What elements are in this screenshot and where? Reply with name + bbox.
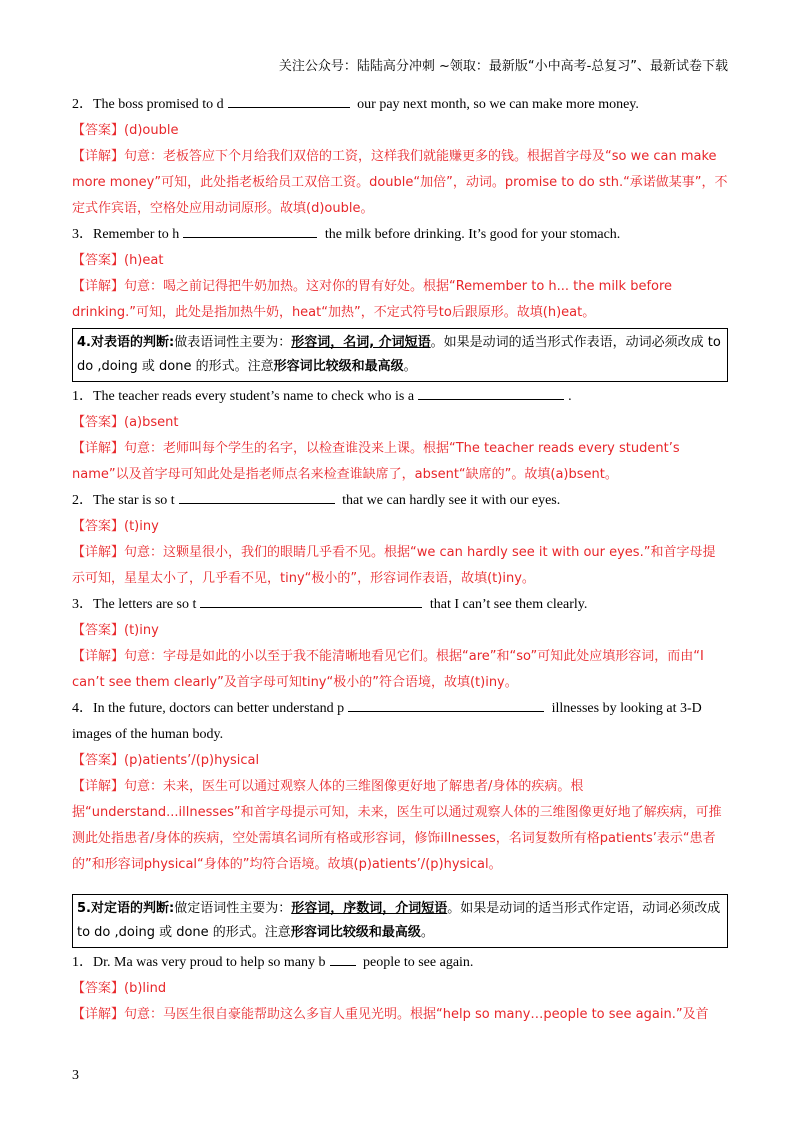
- section-title: 4.对表语的判断:: [77, 335, 175, 350]
- explanation: 【详解】句意：未来，医生可以通过观察人体的三维图像更好地了解患者/身体的疾病。根据“understand...illnesses”和首字母提示可知，未来，医生可以通过观察人体的三维图像更好地了解疾病，可推测此处指患者/身体的疾病，空处需填名词所有格或形容词，修饰illnesses，名词复数所有格patients’表示“患者的”和形容词physical“身体的”均符合语境。故填(p)atients’/(p)hysical。: [72, 779, 722, 872]
- answer: 【答案】(b)lind: [72, 981, 167, 996]
- question-text: 4．In the future, doctors can better understand p: [72, 701, 345, 716]
- question-4-2: [72, 488, 728, 514]
- explanation: 【详解】句意：字母是如此的小以至于我不能清晰地看见它们。根据“are”和“so”可知此处应填形容词，而由“I can’t see them clearly”及首字母可知tiny“极小的”符合语境，故填(t)iny。: [72, 649, 704, 690]
- explanation: 【详解】句意：老师叫每个学生的名字，以检查谁没来上课。根据“The teacher reads every student’s name”以及首字母可知此处是指老师点名来检查谁缺席了，absent“缺席的”。故填(a)bsent。: [72, 441, 680, 482]
- answer: 【答案】(d)ouble: [72, 123, 179, 138]
- document-body: [72, 92, 728, 1028]
- answer-blank: [330, 951, 356, 966]
- question-text: 3．Remember to h: [72, 227, 180, 242]
- question-text: 3．The letters are so t: [72, 597, 197, 612]
- answer: 【答案】(a)bsent: [72, 415, 179, 430]
- answer: 【答案】(h)eat: [72, 253, 164, 268]
- question-text: 2．The star is so t: [72, 493, 175, 508]
- answer-blank: [418, 385, 564, 400]
- section-4-box: [72, 328, 728, 382]
- question-text: that we can hardly see it with our eyes.: [338, 493, 561, 508]
- answer-blank: [228, 93, 350, 108]
- explanation: 【详解】句意：这颗星很小，我们的眼睛几乎看不见。根据“we can hardly see it with our eyes.”和首字母提示可知，星星太小了，几乎看不见，tiny“极小的”，形容词作表语，故填(t)iny。: [72, 545, 716, 586]
- page-number: 3: [72, 1068, 79, 1083]
- section-text: 做定语词性主要为：: [174, 901, 292, 916]
- explanation: 【详解】句意：马医生很自豪能帮助这么多盲人重见光明。根据“help so many…people to see again.”及首: [72, 1007, 709, 1022]
- question-text: 2．The boss promised to d: [72, 97, 224, 112]
- answer: 【答案】(t)iny: [72, 519, 159, 534]
- question-4-3: [72, 592, 728, 618]
- question-text: people to see again.: [359, 955, 474, 970]
- question-text: .: [568, 389, 572, 404]
- answer: 【答案】(p)atients’/(p)hysical: [72, 753, 260, 768]
- answer-blank: [183, 223, 317, 238]
- question-text: the milk before drinking. It’s good for your stomach.: [321, 227, 621, 242]
- question-text: 1．The teacher reads every student’s name to check who is a: [72, 389, 415, 404]
- section-5-box: [72, 894, 728, 948]
- section-text: 。如果是动词的适当形式作定语，动词必须改成 to do ,doing 或 done 的形式。注意: [77, 901, 721, 940]
- explanation: 【详解】句意：老板答应下个月给我们双倍的工资，这样我们就能赚更多的钱。根据首字母及“so we can make more money”可知，此处指老板给员工双倍工资。double“加倍”，动词。promise to do sth.“承诺做某事”，不定式作宾语，空格处应用动词原形。故填(d)ouble。: [72, 149, 728, 216]
- explanation: 【详解】句意：喝之前记得把牛奶加热。这对你的胃有好处。根据“Remember to h... the milk before drinking.”可知，此处是指加热牛奶，heat“加热”，不定式符号to后跟原形。故填(h)eat。: [72, 279, 673, 320]
- page-header: 关注公众号：陆陆高分冲刺 ~领取：最新版“小中高考-总复习”、最新试卷下载: [278, 59, 728, 74]
- question-2: [72, 92, 728, 118]
- answer-blank: [348, 697, 544, 712]
- question-4-1: [72, 384, 728, 410]
- section-title: 5.对定语的判断:: [77, 901, 175, 916]
- section-emphasis: 形容词，序数词，介词短语: [291, 901, 448, 916]
- answer-blank: [179, 489, 335, 504]
- section-text: 做表语词性主要为：: [174, 335, 292, 350]
- question-5-1: [72, 950, 728, 976]
- answer-blank: [200, 593, 422, 608]
- question-text: that I can’t see them clearly.: [426, 597, 588, 612]
- question-text: our pay next month, so we can make more money.: [353, 97, 639, 112]
- question-text: 1．Dr. Ma was very proud to help so many b: [72, 955, 326, 970]
- section-emphasis: 形容词，名词, 介词短语: [291, 335, 431, 350]
- section-emphasis: 形容词比较级和最高级: [290, 925, 421, 940]
- answer: 【答案】(t)iny: [72, 623, 159, 638]
- question-3: [72, 222, 728, 248]
- question-4-4: [72, 696, 728, 748]
- section-text: 。: [403, 359, 417, 374]
- question-text: illnesses by looking at 3-D images of the human body.: [72, 701, 702, 742]
- section-text: 。如果是动词的适当形式作表语，动词必须改成 to do ,doing 或 done 的形式。注意: [77, 335, 721, 374]
- section-emphasis: 形容词比较级和最高级: [273, 359, 404, 374]
- section-text: 。: [420, 925, 434, 940]
